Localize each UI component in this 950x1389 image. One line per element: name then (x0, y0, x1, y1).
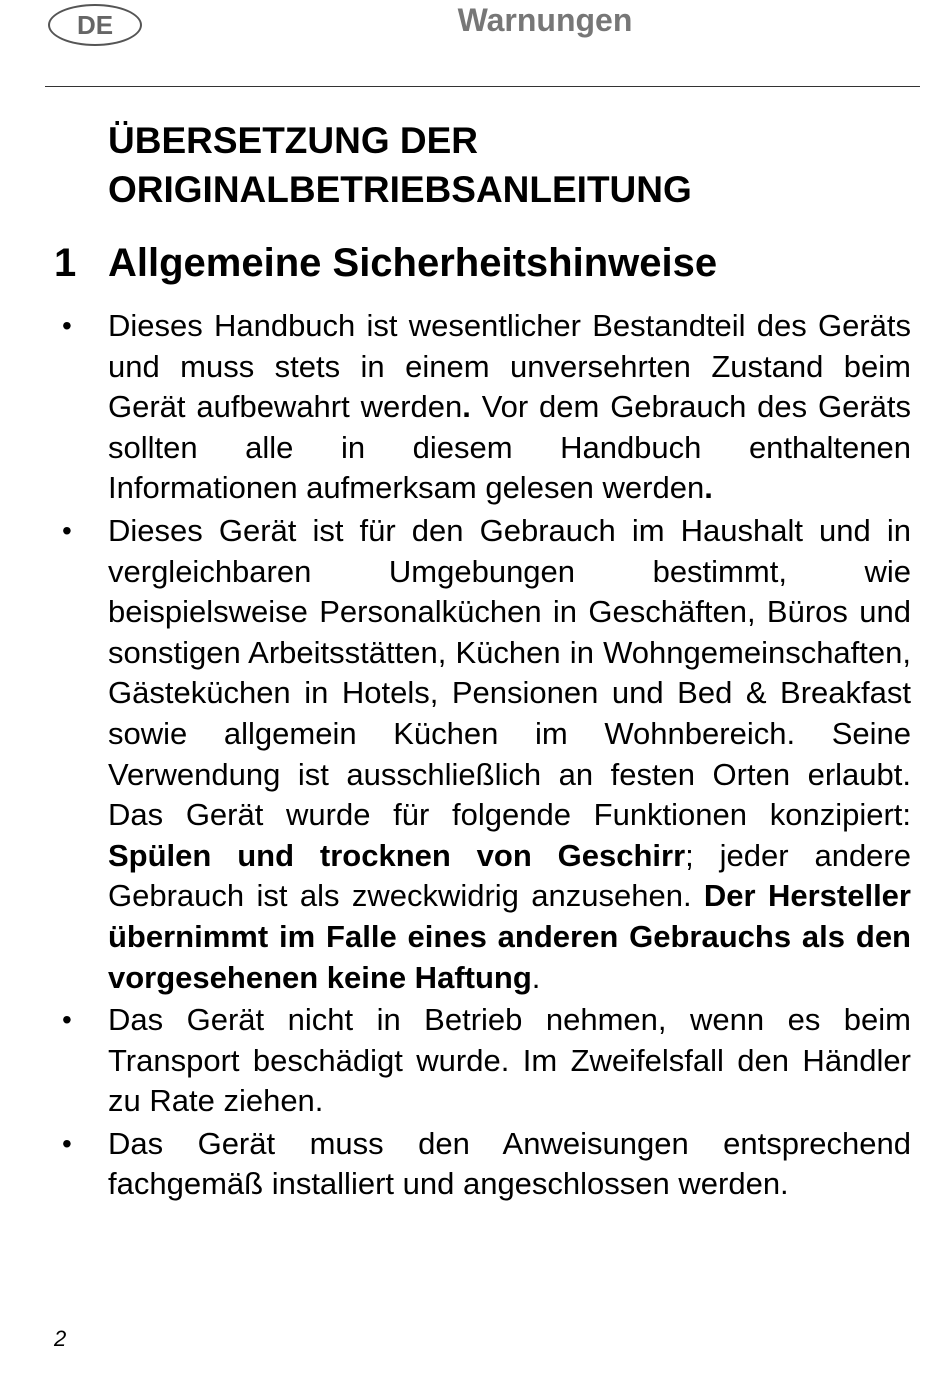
bullet-bold-liability: Der Hersteller übernimmt im Falle eines anderen Gebrauchs als den vorgesehenen keine Haftung (108, 878, 911, 995)
bullet-icon: • (62, 514, 72, 546)
bullet-period: . (704, 470, 713, 506)
bullet-item-intended-use (62, 511, 911, 998)
bullet-icon: • (62, 1127, 72, 1159)
header-title: Warnungen (457, 2, 633, 38)
bullet-item-installation (62, 1124, 911, 1205)
bullet-period: . (462, 389, 471, 425)
section-number: 1 (54, 241, 77, 285)
safety-bullet-list (62, 306, 911, 1207)
bullet-text: . (531, 959, 541, 995)
bullet-item-manual (62, 306, 911, 509)
bullet-item-transport-damage (62, 1000, 911, 1122)
bullet-text: Das Gerät nicht in Betrieb nehmen, wenn es beim Transport beschädigt wurde. Im Zweifelsfall den Händler zu Rate ziehen. (108, 1002, 911, 1119)
language-badge: DE (48, 4, 142, 46)
page-number: 2 (54, 1326, 67, 1351)
header-divider (45, 86, 920, 87)
bullet-icon: • (62, 310, 72, 341)
bullet-text: ; jeder andere Gebrauch ist als zweckwidrig anzusehen. (108, 837, 911, 914)
bullet-text: Das Gerät muss den Anweisungen entsprechend fachgemäß installiert und angeschlossen werden. (108, 1125, 911, 1202)
document-title (108, 116, 928, 214)
document-title-line1: ÜBERSETZUNG DER (108, 120, 479, 161)
bullet-text: Dieses Handbuch ist wesentlicher Bestandteil des Geräts und muss stets in einem unversehrten Zustand beim Gerät aufbewahrt werden (108, 308, 911, 425)
bullet-icon: • (62, 1004, 72, 1036)
section-title: Allgemeine Sicherheitshinweise (108, 241, 718, 285)
document-title-line2: ORIGINALBETRIEBSANLEITUNG (108, 169, 692, 210)
bullet-text: Vor dem Gebrauch des Geräts sollten alle in diesem Handbuch enthaltenen Informationen aufmerksam gelesen werden (108, 389, 911, 506)
bullet-text: Dieses Gerät ist für den Gebrauch im Haushalt und in vergleichbaren Umgebungen bestimmt, wie beispielsweise Personalküchen in Geschäften, Büros und sonstigen Arbeitsstätten, Küchen in Wohngemeinschaften, Gästeküchen in Hotels, Pensionen und Bed & Breakfast sowie allgemein Küchen im Wohnbereich. Seine Verwendung ist ausschließlich an festen Orten erlaubt. Das Gerät wurde für folgende Funktionen konzipiert: (108, 512, 911, 833)
bullet-bold-function: Spülen und trocknen von Geschirr (108, 837, 686, 873)
